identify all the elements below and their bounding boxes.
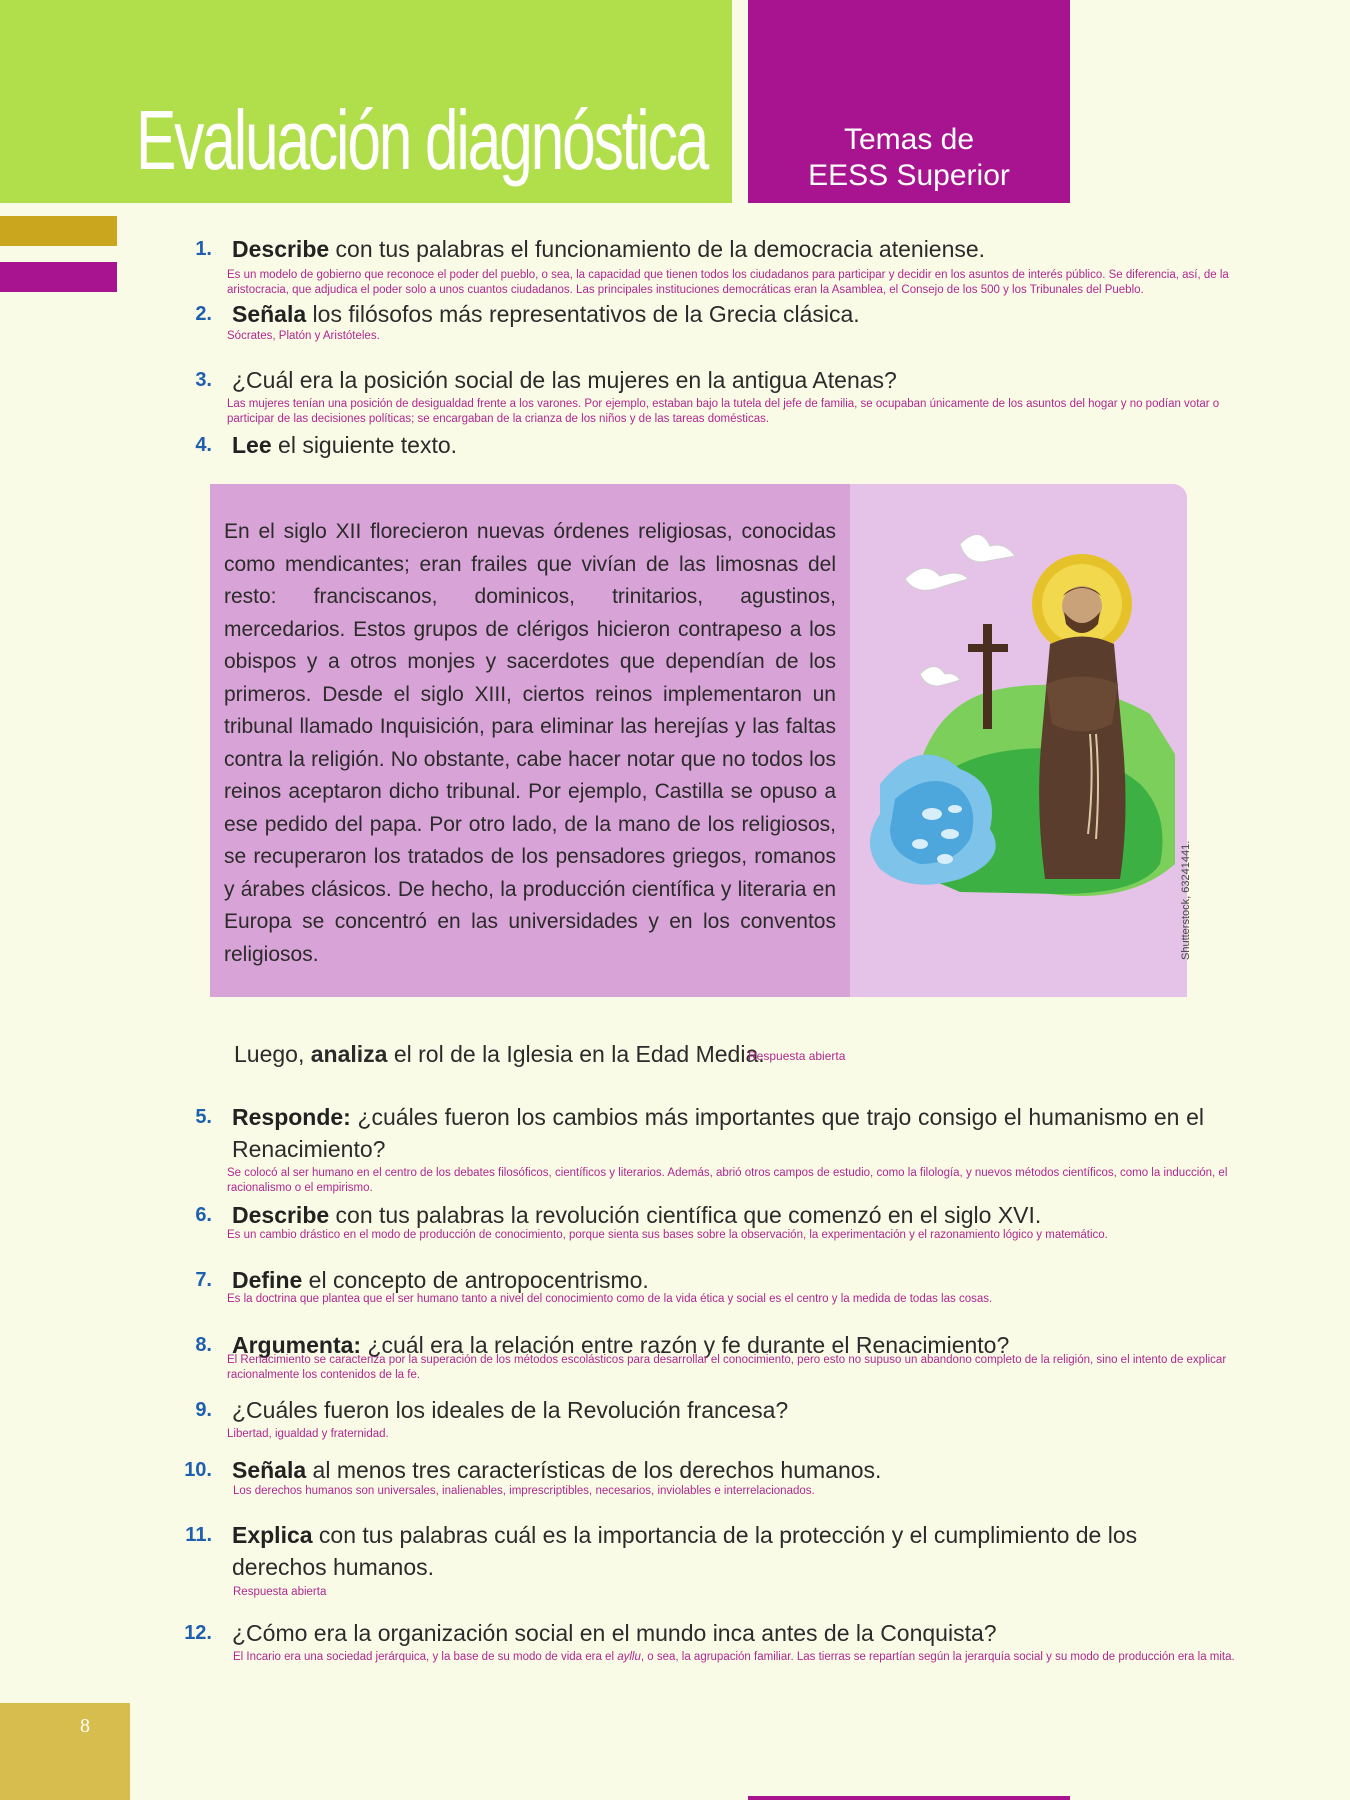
gold-side-tab (0, 216, 117, 246)
answer-text: Es un modelo de gobierno que reconoce el poder del pueblo, o sea, la capacidad que tienen todos los ciudadanos para participar y decidir en los asuntos de interés público. Se diferencia, así, de la aristocracia, que adjudica el poder solo a unos cuantos ciudadanos. Las principales instituciones democráticas eran la Asamblea, el Consejo de los 500 y los Tribunales del Pueblo. (227, 269, 1229, 296)
analysis-answer: Respuesta abierta (748, 1049, 846, 1063)
question-number: 2. (195, 303, 212, 325)
question-verb: Lee (232, 432, 272, 458)
question-text (232, 298, 1204, 330)
question-verb: Señala (232, 301, 307, 327)
question-verb: Define (232, 1267, 303, 1293)
question-rest: ¿Cuáles fueron los ideales de la Revolución francesa? (232, 1397, 789, 1423)
question-verb: Describe (232, 1202, 330, 1228)
question-text (232, 1454, 1204, 1486)
question-verb: Argumenta: (232, 1332, 362, 1358)
reading-text: En el siglo XII florecieron nuevas órdenes religiosas, conocidas como mendicantes; eran frailes que vivían de las limosnas del resto: franciscanos, dominicos, trinitarios, agustinos, mercedarios. Estos grupos de clérigos hicieron contrapeso a los obispos y a otros monjes y sacerdotes que dependían de los primeros. Desde el siglo XIII, ciertos reinos implementaron un tribunal llamado Inquisición, para eliminar las herejías y las faltas contra la religión. No obstante, cabe hacer notar que no todos los reinos aceptaron dicho tribunal. Por ejemplo, Castilla se opuso a ese pedido del papa. Por otro lado, de la mano de los religiosos, se recuperaron los tratados de los pensadores griegos, romanos y árabes clásicos. De hecho, la producción científica y literaria en Europa se concentró en las universidades y en los conventos religiosos. (224, 520, 836, 966)
question-number: 1. (195, 238, 212, 260)
question-number: 7. (195, 1269, 212, 1291)
question-rest: con tus palabras la revolución científica que comenzó en el siglo XVI. (329, 1202, 1042, 1228)
question-rest: al menos tres características de los derechos humanos. (306, 1457, 882, 1483)
answer-text: Respuesta abierta (233, 1586, 327, 1598)
answer-text: Es la doctrina que plantea que el ser humano tanto a nivel del conocimiento como de la vida ética y social es el centro y la medida de todas las cosas. (227, 1293, 993, 1305)
answer-post: , o sea, la agrupación familiar. Las tierras se repartían según la jerarquía social y su modo de producción era la mita. (640, 1651, 1235, 1663)
answer-text (233, 1650, 1253, 1665)
question-text (232, 1101, 1204, 1165)
subject-line-1: Temas de (843, 123, 975, 156)
question-rest: el concepto de antropocentrismo. (302, 1267, 649, 1293)
answer-text: Sócrates, Platón y Aristóteles. (227, 330, 380, 342)
analysis-post: el rol de la Iglesia en la Edad Media. (387, 1041, 765, 1067)
question-rest: con tus palabras cuál es la importancia de la protección y el cumplimiento de los derechos humanos. (232, 1522, 1138, 1580)
answer-italic: ayllu (617, 1651, 641, 1663)
question-number: 5. (195, 1106, 212, 1128)
question-rest: el siguiente texto. (271, 432, 458, 458)
question-number: 10. (184, 1459, 212, 1481)
question-verb: Describe (232, 236, 330, 262)
image-credit: Shutterstock, 63241441. (1180, 840, 1192, 960)
answer-text: Es un cambio drástico en el modo de producción de conocimiento, porque sienta sus bases sobre la observación, la experimentación y el razonamiento lógico y matemático. (227, 1229, 1108, 1241)
question-text (232, 364, 1204, 396)
question-verb: Responde: (232, 1104, 351, 1130)
question-rest: los filósofos más representativos de la Grecia clásica. (306, 301, 860, 327)
question-number: 9. (195, 1399, 212, 1421)
question-text (232, 429, 1204, 461)
question-number: 8. (195, 1334, 212, 1356)
page-number-box (0, 1703, 130, 1800)
subject-line-2: EESS Superior (808, 159, 1010, 192)
purple-side-tab (0, 262, 117, 292)
analysis-prompt (234, 1038, 765, 1070)
question-number: 3. (195, 369, 212, 391)
page-title: Evaluación diagnóstica (136, 93, 708, 187)
reading-box (210, 484, 1187, 997)
question-rest: ¿Cómo era la organización social en el mundo inca antes de la Conquista? (232, 1620, 997, 1646)
question-text (232, 233, 1204, 265)
question-number: 4. (195, 434, 212, 456)
analysis-verb: analiza (310, 1041, 388, 1067)
saint-francis-illustration (850, 484, 1187, 997)
question-text (232, 1394, 1204, 1426)
bottom-purple-bar (748, 1796, 1070, 1800)
page-number: 8 (80, 1715, 90, 1737)
question-number: 11. (185, 1524, 212, 1546)
analysis-pre: Luego, (234, 1041, 311, 1067)
question-number: 6. (195, 1204, 212, 1226)
answer-text: Se colocó al ser humano en el centro de los debates filosóficos, científicos y literarios. Además, abrió otros campos de estudio, como la filología, y nuevos métodos científicos, como la inducción, el racionalismo o el empirismo. (227, 1167, 1228, 1194)
question-text (232, 1199, 1204, 1231)
answer-text: Libertad, igualdad y fraternidad. (227, 1428, 389, 1440)
question-rest: con tus palabras el funcionamiento de la democracia ateniense. (329, 236, 986, 262)
answer-text: Los derechos humanos son universales, inalienables, imprescriptibles, necesarios, inviolables e interrelacionados. (233, 1485, 815, 1497)
subject-label (748, 122, 1070, 194)
question-number: 12. (184, 1622, 212, 1644)
question-text (232, 1617, 1204, 1649)
question-rest: ¿cuáles fueron los cambios más importantes que trajo consigo el humanismo en el Renacimiento? (232, 1104, 1204, 1162)
answer-text: El Renacimiento se caracteriza por la superación de los métodos escolásticos para desarrollar el conocimiento, pero esto no supuso un abandono completo de la religión, sino el intento de explicar racionalmente los contenidos de la fe. (227, 1354, 1227, 1381)
question-text (232, 1519, 1204, 1583)
question-verb: Señala (232, 1457, 307, 1483)
question-rest: ¿cuál era la relación entre razón y fe durante el Renacimiento? (361, 1332, 1010, 1358)
answer-text: Las mujeres tenían una posición de desigualdad frente a los varones. Por ejemplo, estaban bajo la tutela del jefe de familia, se ocupaban únicamente de los asuntos del hogar y no podían votar o participar de las decisiones políticas; se encargaban de la crianza de los niños y de las tareas domésticas. (227, 398, 1220, 425)
question-verb: Explica (232, 1522, 313, 1548)
answer-pre: El Incario era una sociedad jerárquica, y la base de su modo de vida era el (233, 1651, 618, 1663)
question-rest: ¿Cuál era la posición social de las mujeres en la antigua Atenas? (232, 367, 897, 393)
